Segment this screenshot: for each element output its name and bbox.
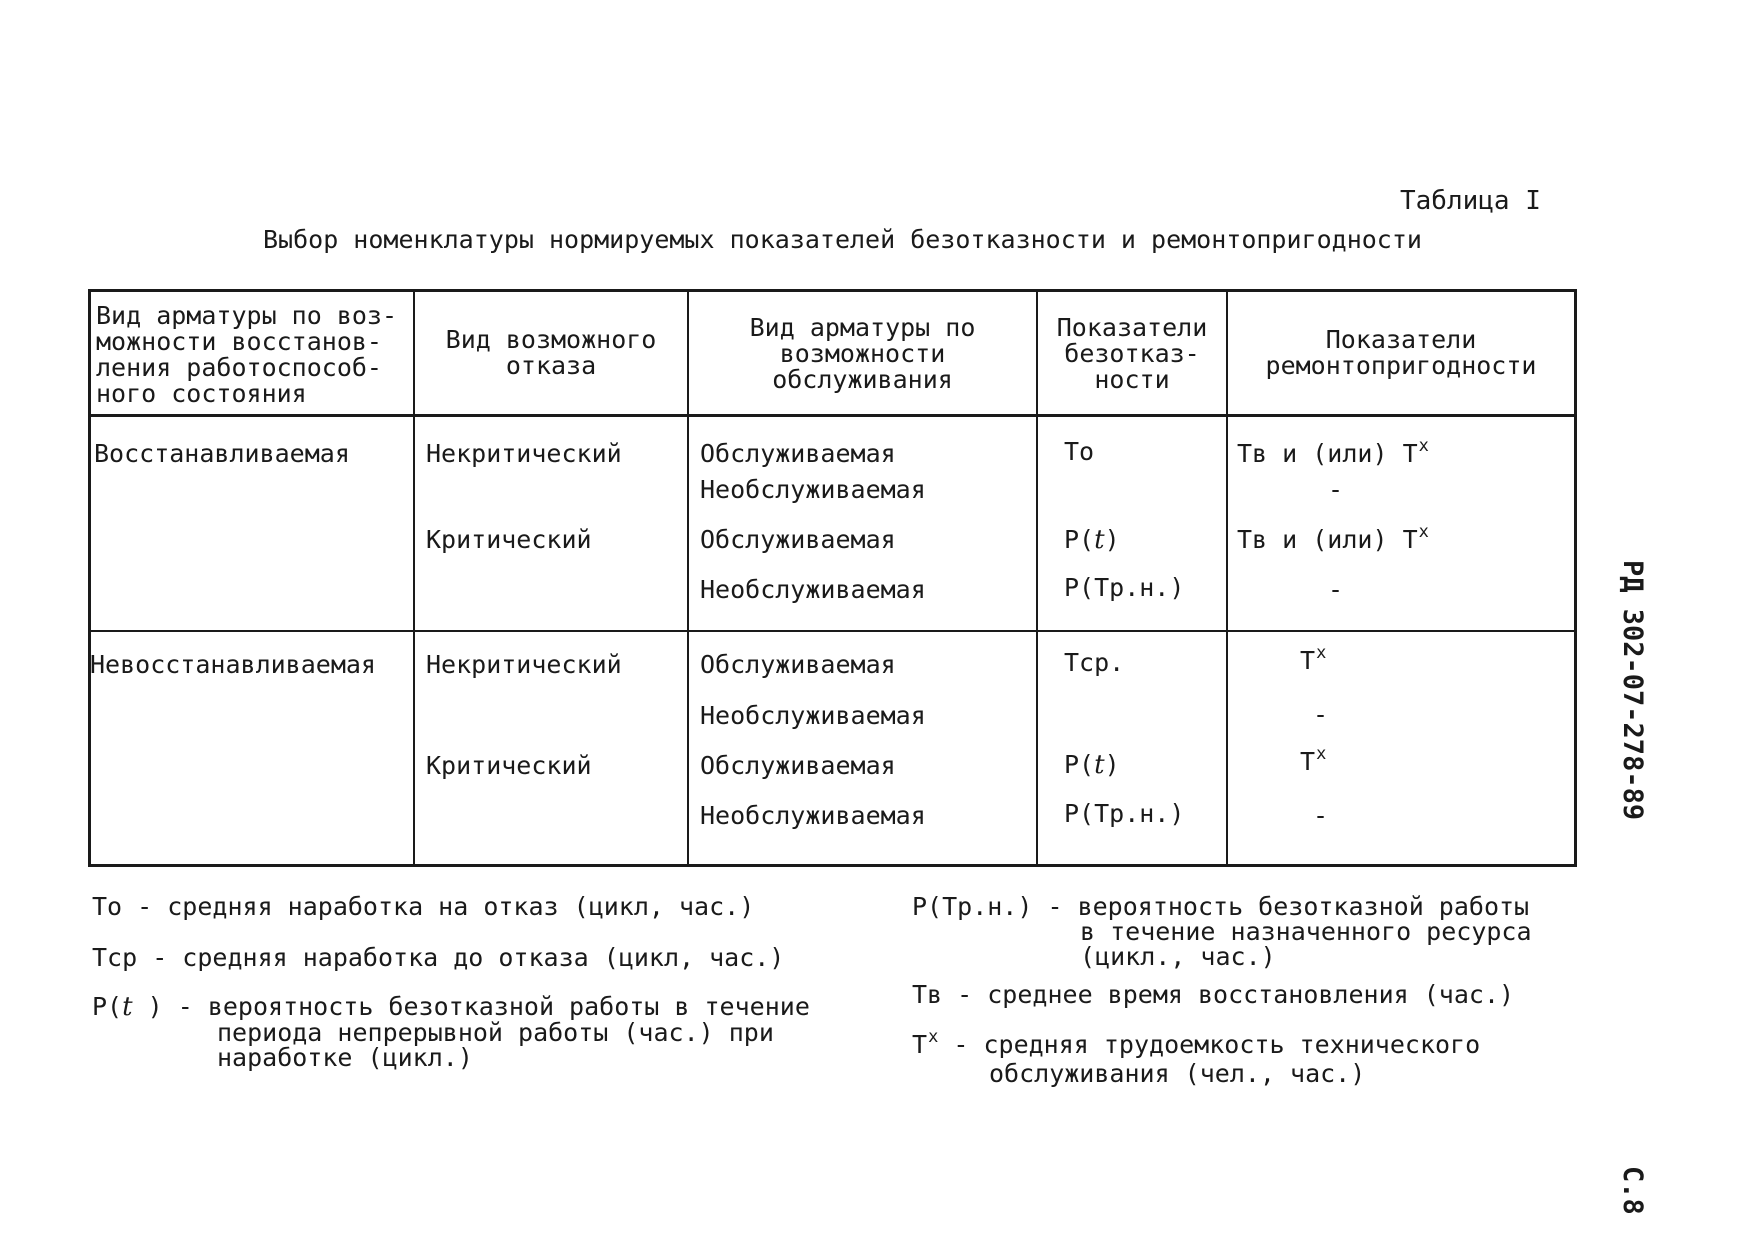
reliability-value: Тср. [1064,648,1125,677]
header-recovery-type: Вид арматуры по воз- можности восстанов- ления работоспособ- ного состояния [96,301,398,408]
reliability-value: Р(t) [1064,525,1120,555]
service-type: Обслуживаемая [700,439,896,468]
legend-to: То - средняя наработка на отказ (цикл, час.) [92,892,755,921]
recovery-type-nonrecoverable: Невосстанавливаемая [90,650,376,679]
document-code: РД 302-07-278-89 [1617,560,1648,821]
legend-tv: Тв - среднее время восстановления (час.) [912,980,1515,1009]
reliability-value: То [1064,437,1095,466]
header-reliability: Показатели безотказ- ности [1056,313,1208,394]
header-maintainability: Показатели ремонтопригодности [1265,325,1537,380]
reliability-value: Р(Тр.н.) [1064,799,1185,828]
group-divider [88,630,1577,632]
maintainability-value: - [1313,700,1329,729]
table-right-border [1574,289,1577,867]
failure-type: Некритический [426,650,622,679]
table-label: Таблица I [1400,186,1541,216]
service-type: Необслуживаемая [700,801,926,830]
page-number: С.8 [1617,1166,1648,1215]
recovery-type-recoverable: Восстанавливаемая [94,439,350,468]
header-divider [88,414,1577,417]
maintainability-value: Тв и (или) $Т^x$ [1237,436,1429,468]
maintainability-value: - [1328,575,1344,604]
failure-type: Критический [426,751,592,780]
failure-type: Некритический [426,439,622,468]
service-type: Обслуживаемая [700,650,896,679]
maintainability-value: $Т^x$ [1300,744,1327,776]
service-type: Необслуживаемая [700,475,926,504]
service-type: Обслуживаемая [700,525,896,554]
legend-tx: $Т^x$ - средняя трудоемкость технического обслуживания (чел., час.) [912,1027,1481,1088]
table-title: Выбор номенклатуры нормируемых показателей безотказности и ремонтопригодности [263,225,1422,254]
legend-tsr: Тср - средняя наработка до отказа (цикл, час.) [92,943,785,972]
table-top-border [88,289,1577,292]
table-left-border [88,289,91,867]
maintainability-value: Тв и (или) $Т^x$ [1237,522,1429,554]
header-failure-type: Вид возможного отказа [445,325,657,380]
table-bottom-border [88,864,1577,867]
maintainability-value: - [1313,801,1329,830]
service-type: Обслуживаемая [700,751,896,780]
parameters-table [88,289,1577,867]
header-service-type: Вид арматуры по возможности обслуживания [749,313,976,394]
maintainability-value: - [1328,475,1344,504]
failure-type: Критический [426,525,592,554]
maintainability-value: $Т^x$ [1300,643,1327,675]
service-type: Необслуживаемая [700,575,926,604]
legend-pt: Р(t ) - вероятность безотказной работы в течение периода непрерывной работы (час.) при наработке (цикл.) [92,992,810,1072]
service-type: Необслуживаемая [700,701,926,730]
legend-ptrn: Р(Тр.н.) - вероятность безотказной работы в течение назначенного ресурса (цикл., час.) [912,892,1532,971]
reliability-value: Р(Тр.н.) [1064,573,1185,602]
reliability-value: Р(t) [1064,750,1120,780]
